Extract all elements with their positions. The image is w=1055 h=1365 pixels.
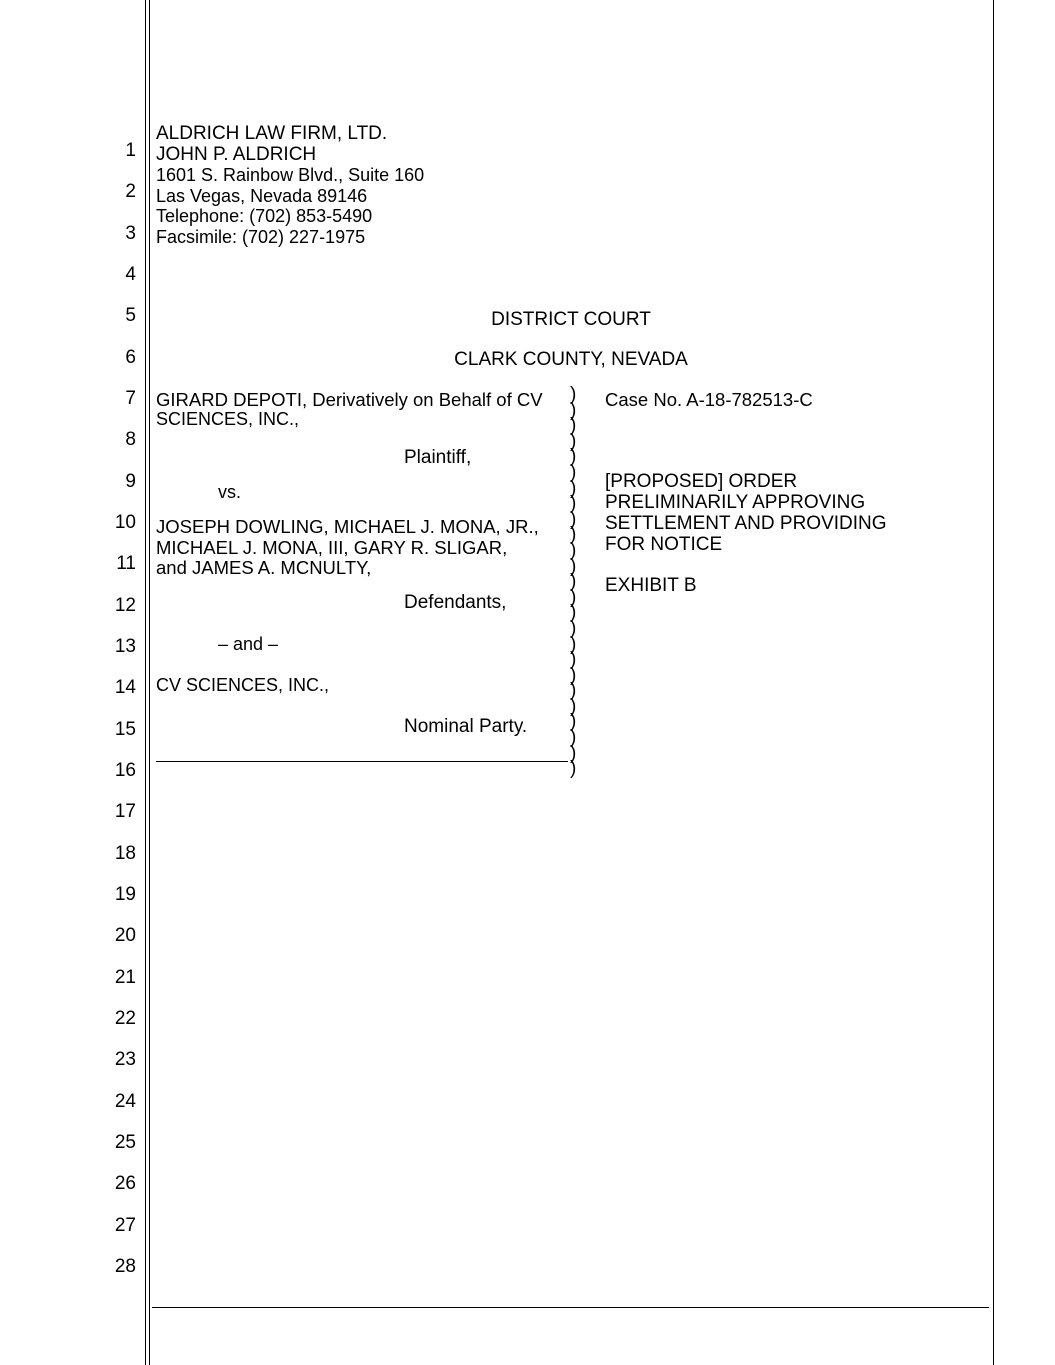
line-number: 3 — [125, 223, 136, 244]
paren: ) — [570, 430, 577, 452]
line-number: 2 — [125, 181, 136, 202]
line-number: 21 — [114, 967, 136, 988]
line-number: 5 — [125, 305, 136, 326]
address-line-1: 1601 S. Rainbow Blvd., Suite 160 — [156, 165, 425, 185]
line-number: 22 — [114, 1008, 136, 1029]
telephone: Telephone: (702) 853-5490 — [156, 206, 373, 226]
document-title-line-3: SETTLEMENT AND PROVIDING — [605, 513, 887, 534]
paren: ) — [570, 649, 577, 671]
defendants-line-2: MICHAEL J. MONA, III, GARY R. SLIGAR, — [156, 537, 508, 558]
line-number: 18 — [114, 843, 136, 864]
defendants-line-3: and JAMES A. MCNULTY, — [156, 557, 372, 578]
paren: ) — [570, 555, 577, 577]
paren: ) — [570, 539, 577, 561]
paren: ) — [570, 633, 577, 655]
firm-name: ALDRICH LAW FIRM, LTD. — [156, 123, 388, 144]
court-name: DISTRICT COURT — [491, 309, 651, 330]
paren: ) — [570, 415, 577, 437]
line-number: 12 — [114, 595, 136, 616]
line-number: 24 — [114, 1091, 136, 1112]
defendants-line-1: JOSEPH DOWLING, MICHAEL J. MONA, JR., — [156, 516, 539, 537]
document-title-line-1: [PROPOSED] ORDER — [605, 471, 798, 492]
document-title-line-2: PRELIMINARILY APPROVING — [605, 492, 866, 513]
paren: ) — [570, 384, 577, 405]
line-number: 10 — [114, 512, 136, 533]
line-number: 25 — [114, 1132, 136, 1153]
paren: ) — [570, 727, 577, 749]
left-margin-rule-2 — [149, 0, 150, 1365]
caption-parentheses — [570, 384, 577, 780]
line-number: 27 — [114, 1215, 136, 1236]
line-number: 6 — [125, 347, 136, 368]
paren: ) — [570, 571, 577, 593]
line-number: 15 — [114, 719, 136, 740]
right-margin-rule — [993, 0, 994, 1365]
line-number: 20 — [114, 925, 136, 946]
address-line-2: Las Vegas, Nevada 89146 — [156, 186, 368, 206]
paren: ) — [570, 461, 577, 483]
line-number: 4 — [125, 264, 136, 285]
plaintiff-role: Plaintiff, — [404, 447, 472, 468]
nominal-party-name: CV SCIENCES, INC., — [156, 675, 330, 695]
paren: ) — [570, 664, 577, 686]
paren: ) — [570, 711, 577, 733]
line-number: 26 — [114, 1173, 136, 1194]
paren: ) — [570, 477, 577, 499]
plaintiff-name-line-2: SCIENCES, INC., — [156, 409, 300, 429]
caption-rule — [156, 761, 568, 762]
paren: ) — [570, 586, 577, 608]
plaintiff-name-line-1: GIRARD DEPOTI, Derivatively on Behalf of CV — [156, 389, 543, 410]
line-number: 16 — [114, 760, 136, 781]
left-margin-rule-1 — [145, 0, 146, 1365]
paren: ) — [570, 399, 577, 421]
line-number: 17 — [114, 801, 136, 822]
paren: ) — [570, 742, 577, 764]
exhibit-label: EXHIBIT B — [605, 575, 697, 596]
paren: ) — [570, 446, 577, 468]
paren: ) — [570, 680, 577, 702]
case-number: Case No. A-18-782513-C — [605, 389, 813, 410]
line-number: 1 — [125, 140, 136, 161]
line-number: 14 — [114, 677, 136, 698]
line-number: 11 — [116, 553, 136, 574]
paren: ) — [570, 758, 577, 780]
line-number: 8 — [125, 429, 136, 450]
line-number: 28 — [114, 1256, 136, 1277]
paren: ) — [570, 602, 577, 624]
paren: ) — [570, 617, 577, 639]
document-title-line-4: FOR NOTICE — [605, 534, 723, 555]
footer-rule — [152, 1307, 989, 1308]
line-number: 9 — [125, 471, 136, 492]
and-separator: – and – — [218, 634, 279, 654]
line-number: 19 — [114, 884, 136, 905]
court-county: CLARK COUNTY, NEVADA — [454, 349, 688, 370]
facsimile: Facsimile: (702) 227-1975 — [156, 227, 366, 247]
defendants-role: Defendants, — [404, 592, 507, 613]
line-number: 13 — [114, 636, 136, 657]
line-number: 23 — [114, 1049, 136, 1070]
versus: vs. — [218, 482, 242, 502]
line-number: 7 — [125, 388, 136, 409]
attorney-name: JOHN P. ALDRICH — [156, 144, 317, 165]
paren: ) — [570, 493, 577, 515]
paren: ) — [570, 508, 577, 530]
paren: ) — [570, 695, 577, 717]
nominal-party-role: Nominal Party. — [404, 716, 528, 737]
paren: ) — [570, 524, 577, 546]
